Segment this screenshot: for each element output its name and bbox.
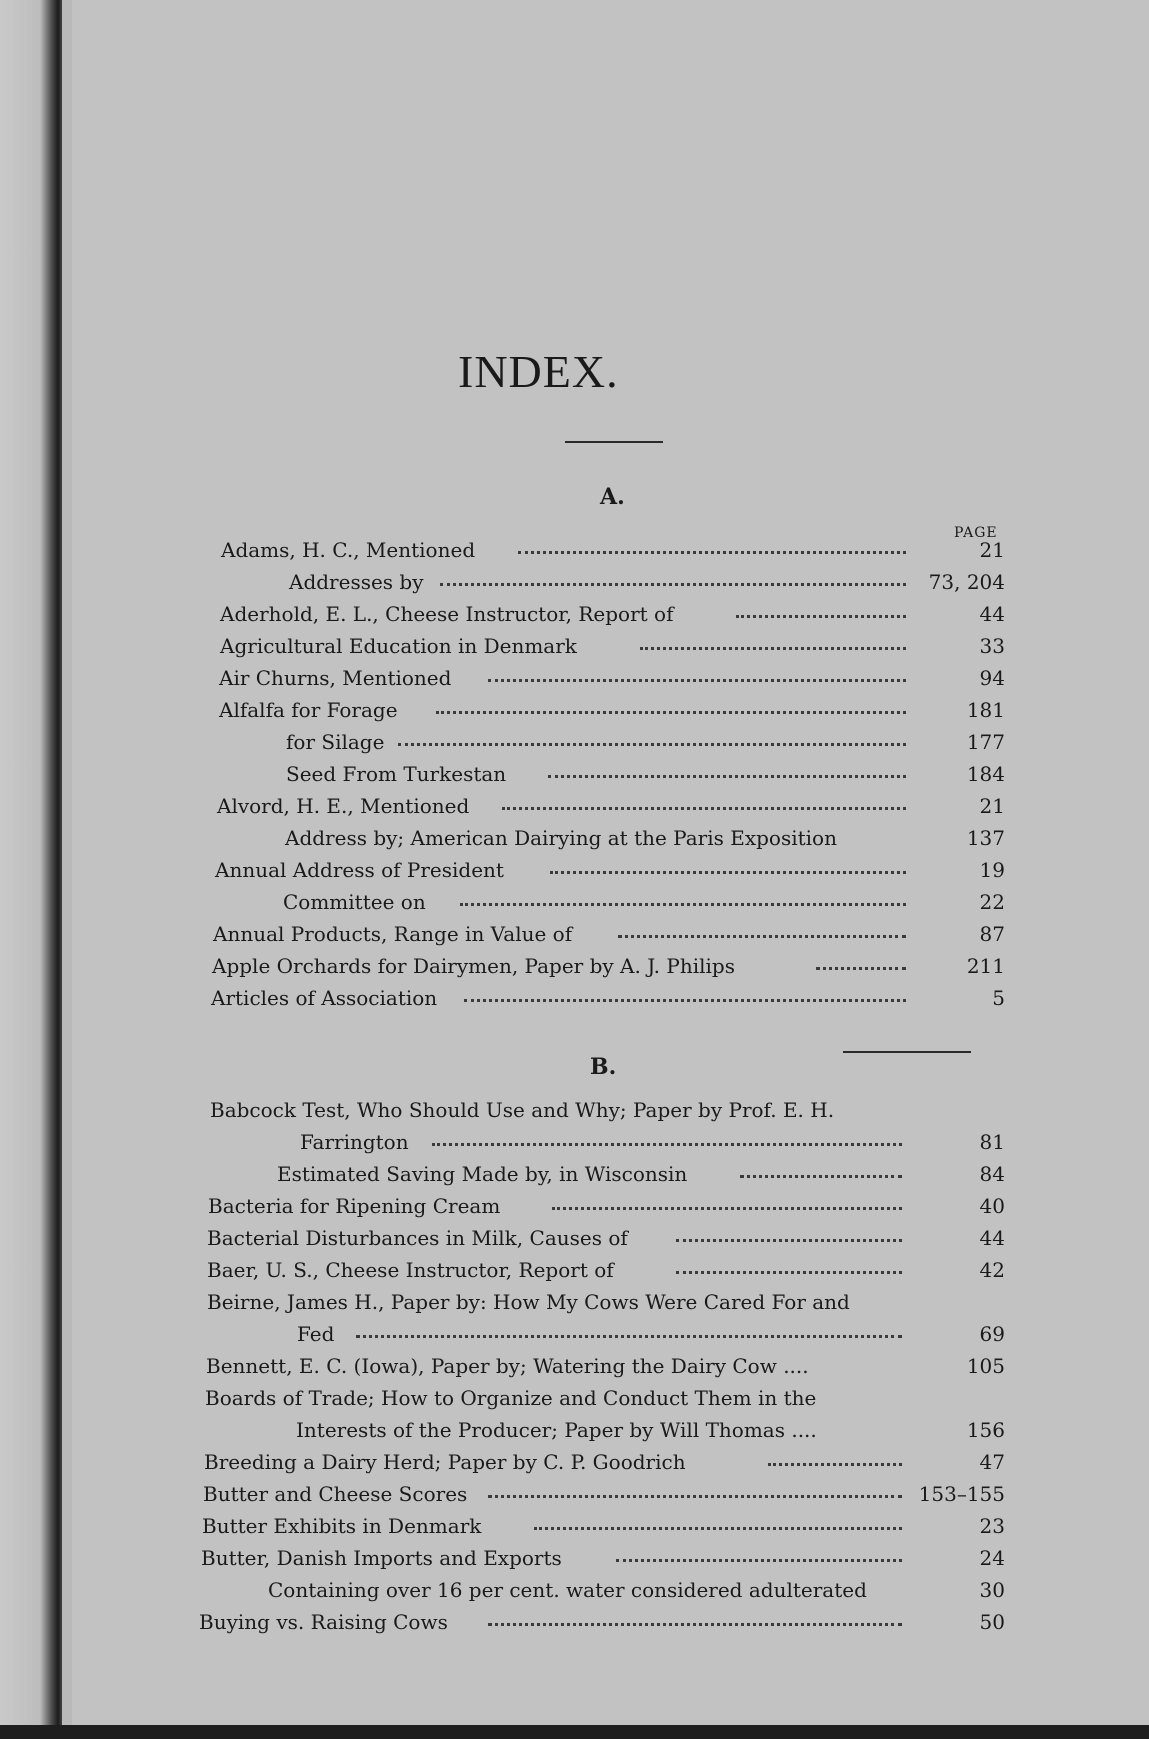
page-column-header: PAGE [954,525,998,541]
index-entry: Annual Products, Range in Value of 87 [213,922,1005,946]
index-entry: Bacteria for Ripening Cream 40 [208,1194,1005,1218]
index-entry: Bacterial Disturbances in Milk, Causes of 44 [207,1226,1005,1250]
index-entry: Apple Orchards for Dairymen, Paper by A. J. Philips 211 [212,954,1005,978]
index-entry: Articles of Association 5 [211,986,1005,1010]
index-entry: Adams, H. C., Mentioned 21 [221,538,1005,562]
index-entry: for Silage 177 [286,730,1005,754]
index-entry: Beirne, James H., Paper by: How My Cows Were Cared For and [207,1290,850,1314]
index-entry: Address by; American Dairying at the Paris Exposition 137 [285,826,1005,850]
index-entry: Baer, U. S., Cheese Instructor, Report of 42 [207,1258,1005,1282]
index-entry: Butter Exhibits in Denmark 23 [202,1514,1005,1538]
index-entry: Bennett, E. C. (Iowa), Paper by; Watering the Dairy Cow .... 105 [206,1354,1005,1378]
index-entry: Butter and Cheese Scores 153–155 [203,1482,1005,1506]
section-letter-b: B. [590,1054,617,1080]
index-entry: Air Churns, Mentioned 94 [219,666,1005,690]
index-entry: Annual Address of President 19 [215,858,1005,882]
index-entry: Aderhold, E. L., Cheese Instructor, Report of 44 [220,602,1005,626]
index-entry: Committee on 22 [283,890,1005,914]
index-entry: Boards of Trade; How to Organize and Conduct Them in the [205,1386,817,1410]
section-letter-a: A. [600,484,625,510]
index-entry: Breeding a Dairy Herd; Paper by C. P. Goodrich 47 [204,1450,1005,1474]
index-entry: Addresses by 73, 204 [289,570,1005,594]
index-entry: Buying vs. Raising Cows 50 [199,1610,1005,1634]
index-entry: Estimated Saving Made by, in Wisconsin 84 [277,1162,1005,1186]
index-entry: Seed From Turkestan 184 [286,762,1005,786]
index-entry-continuation: Interests of the Producer; Paper by Will Thomas .... 156 [296,1418,1005,1442]
index-entry-continuation: Fed 69 [297,1322,1005,1346]
index-entry-continuation: Farrington 81 [300,1130,1005,1154]
section-rule [843,1051,971,1053]
index-entry: Alvord, H. E., Mentioned 21 [217,794,1005,818]
index-entry: Agricultural Education in Denmark 33 [220,634,1005,658]
index-entry: Babcock Test, Who Should Use and Why; Paper by Prof. E. H. [210,1098,835,1122]
index-entry: Butter, Danish Imports and Exports 24 [201,1546,1005,1570]
title-rule [565,441,663,443]
index-title: INDEX. [458,346,619,397]
page-bottom-edge [0,1725,1149,1739]
index-entry: Alfalfa for Forage 181 [219,698,1005,722]
index-entry: Containing over 16 per cent. water considered adulterated 30 [268,1578,1005,1602]
